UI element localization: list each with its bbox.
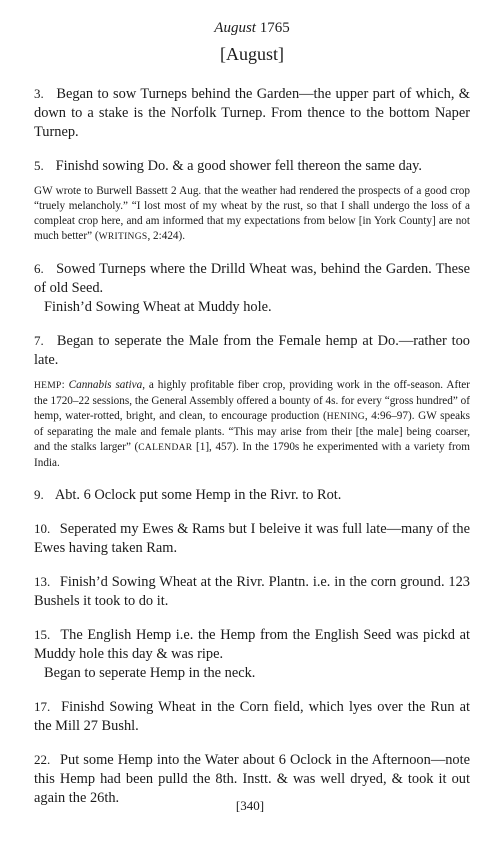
footnote-text: , 4:96–97). GW speaks of separating the male and female plants. “This may arise from their [the male] being coarser, and the stalks larger” ( <box>34 410 470 453</box>
page-body <box>34 18 470 822</box>
running-head-month: August <box>214 20 256 36</box>
diary-entry <box>34 156 470 176</box>
entry-text: Finishd sowing Do. & a good shower fell thereon the same day. <box>55 158 422 174</box>
entry-text: Finishd Sowing Wheat in the Corn field, which lyes over the Run at the Mill 27 Bushl. <box>34 699 470 734</box>
footnote-text: [1], 457). In the 1790s he experimented with a variety from India. <box>34 441 470 469</box>
footnote <box>34 184 470 245</box>
diary-entry <box>34 572 470 611</box>
entry-text: Abt. 6 Oclock put some Hemp in the Rivr. to Rot. <box>54 487 342 503</box>
footnote-reference: WRITINGS <box>98 232 148 242</box>
entry-continuation: Began to seperate Hemp in the neck. <box>44 665 256 681</box>
entry-day: 15. <box>34 627 51 642</box>
section-title: [August] <box>220 44 284 64</box>
running-head-year: 1765 <box>259 20 290 36</box>
entry-day: 6. <box>34 261 44 276</box>
entry-day: 3. <box>34 86 44 101</box>
footnote-text: : <box>61 379 69 391</box>
diary-entry <box>34 485 470 505</box>
entry-day: 7. <box>34 333 44 348</box>
entry-text: Finish’d Sowing Wheat at the Rivr. Plantn. i.e. in the corn ground. 123 Bushels it took to do it. <box>34 574 470 609</box>
diary-entry <box>34 84 470 142</box>
entry-day: 17. <box>34 699 51 714</box>
entry-text: Began to sow Turneps behind the Garden—the upper part of which, & down to a stake is the Norfolk Turnep. From thence to the bottom Naper Turnep. <box>34 86 470 140</box>
diary-entry <box>34 519 470 558</box>
entry-day: 10. <box>34 521 51 536</box>
species-name: Cannabis sativa <box>68 379 143 391</box>
entry-text: Seperated my Ewes & Rams but I beleive it was full late—many of the Ewes having taken Ram. <box>34 521 470 556</box>
entry-text: Sowed Turneps where the Drilld Wheat was, behind the Garden. These of old Seed. <box>34 261 470 296</box>
diary-entry-group <box>34 625 470 683</box>
diary-entry <box>34 697 470 736</box>
entry-text: Began to seperate the Male from the Female hemp at Do.—rather too late. <box>34 333 470 368</box>
footnote-label: HEMP <box>34 381 62 391</box>
footnote-text: GW wrote to Burwell Bassett 2 Aug. that the weather had rendered the prospects of a good crop “truely melancholy.” “I lost most of my wheat by the rust, so that I shall undergo the loss of a compleat crop here, and am informed that my expectations from below [in York County] are not much better” ( <box>34 185 470 242</box>
diary-entry <box>34 259 470 298</box>
footnote-text: , a highly profitable fiber crop, providing work in the off-season. After the 1720–22 sessions, the General Assembly offered a bounty of 4s. for every “gross hundred” of hemp, water-rotted, bright, and clean, to encourage production ( <box>34 379 470 422</box>
footnote-reference: CALENDAR <box>138 443 193 453</box>
diary-entry-group <box>34 259 470 317</box>
diary-entry <box>34 331 470 370</box>
running-head <box>34 18 470 38</box>
entry-day: 22. <box>34 752 51 767</box>
entry-text: Put some Hemp into the Water about 6 Oclock in the Afternoon—note this Hemp had been pulld the 8th. Instt. & was well dryed, & took it out again the 26th. <box>34 752 470 806</box>
entry-continuation: Finish’d Sowing Wheat at Muddy hole. <box>44 299 272 315</box>
entry-day: 9. <box>34 487 44 502</box>
footnote-text: , 2:424). <box>147 230 186 242</box>
entry-text: The English Hemp i.e. the Hemp from the English Seed was pickd at Muddy hole this day & was ripe. <box>34 627 470 662</box>
entry-day: 5. <box>34 158 44 173</box>
diary-entry <box>34 625 470 664</box>
footnote-reference: HENING <box>326 412 365 422</box>
entry-day: 13. <box>34 574 51 589</box>
footnote <box>34 378 470 471</box>
page-number: [340] <box>235 798 265 813</box>
